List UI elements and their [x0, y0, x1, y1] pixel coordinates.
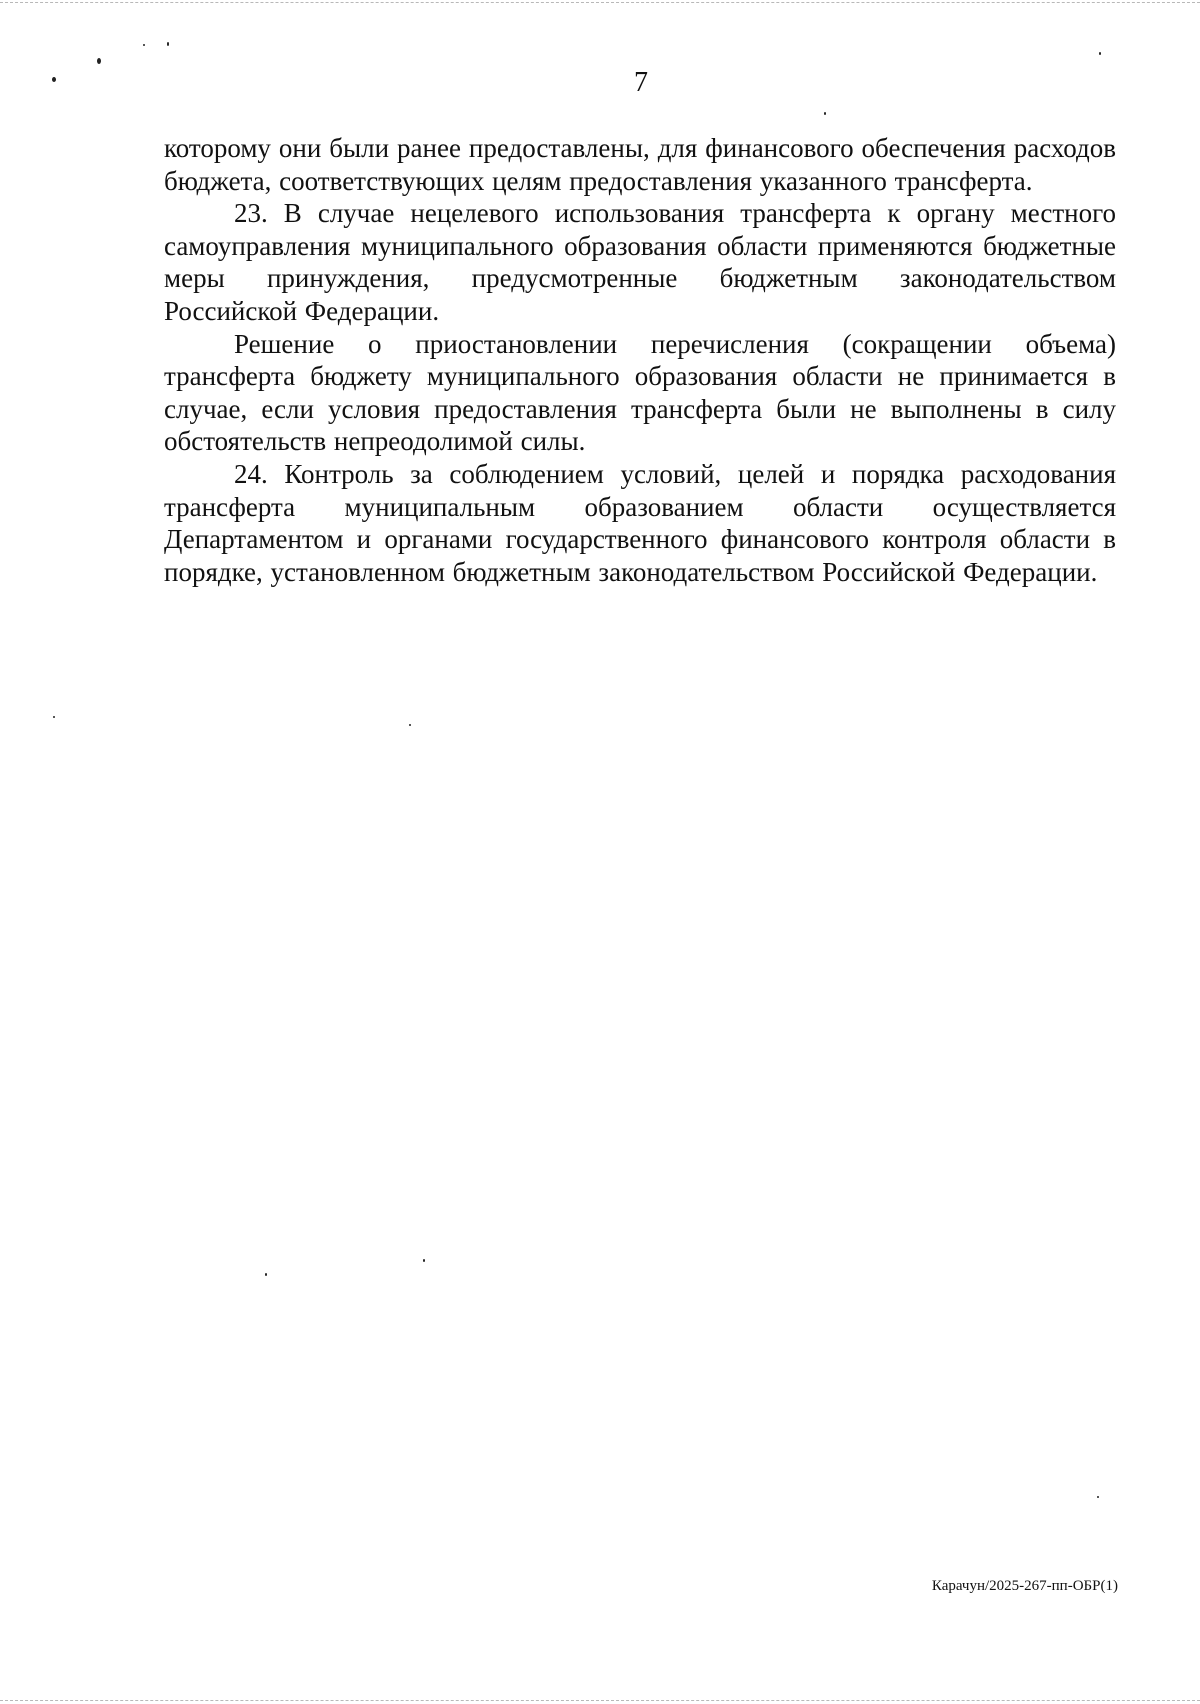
scan-speck — [1099, 52, 1101, 55]
scan-speck — [265, 1273, 267, 1276]
document-registration-code: Карачун/2025-267-пп-ОБР(1) — [931, 1578, 1118, 1594]
paragraph-suspension-decision: Решение о приостановлении перечисления (сокращении объема) трансферта бюджету муниципального образования области не принимается в случае, если условия предоставления трансферта были не выполнены в силу обстоятельств непреодолимой силы. — [164, 328, 1116, 457]
scan-speck — [53, 716, 55, 718]
scan-speck — [824, 112, 826, 115]
paragraph-continuation: которому они были ранее предоставлены, для финансового обеспечения расходов бюджета, соответствующих целям предоставления указанного трансферта. — [164, 133, 1116, 196]
paragraph-clause-23: 23. В случае нецелевого использования трансферта к органу местного самоуправления муниципального образования области применяются бюджетные меры принуждения, предусмотренные бюджетным законодательством Российской Федерации. — [164, 198, 1116, 326]
scan-speck — [143, 44, 145, 46]
scan-speck — [423, 1259, 425, 1262]
page-number: 7 — [634, 67, 648, 98]
paragraph-clause-24: 24. Контроль за соблюдением условий, целей и порядка расходования трансферта муниципальным образованием области осуществляется Департаментом и органами государственного финансового контроля области в порядке, установленном бюджетным законодательством Российской Федерации. — [164, 458, 1116, 587]
scan-edge-top — [0, 2, 1200, 3]
scan-speck — [167, 42, 169, 46]
scan-speck — [409, 724, 411, 726]
document-body — [164, 132, 1116, 588]
scan-edge-bottom — [0, 1700, 1200, 1701]
scan-speck — [1097, 1496, 1099, 1498]
scan-speck — [97, 58, 101, 64]
